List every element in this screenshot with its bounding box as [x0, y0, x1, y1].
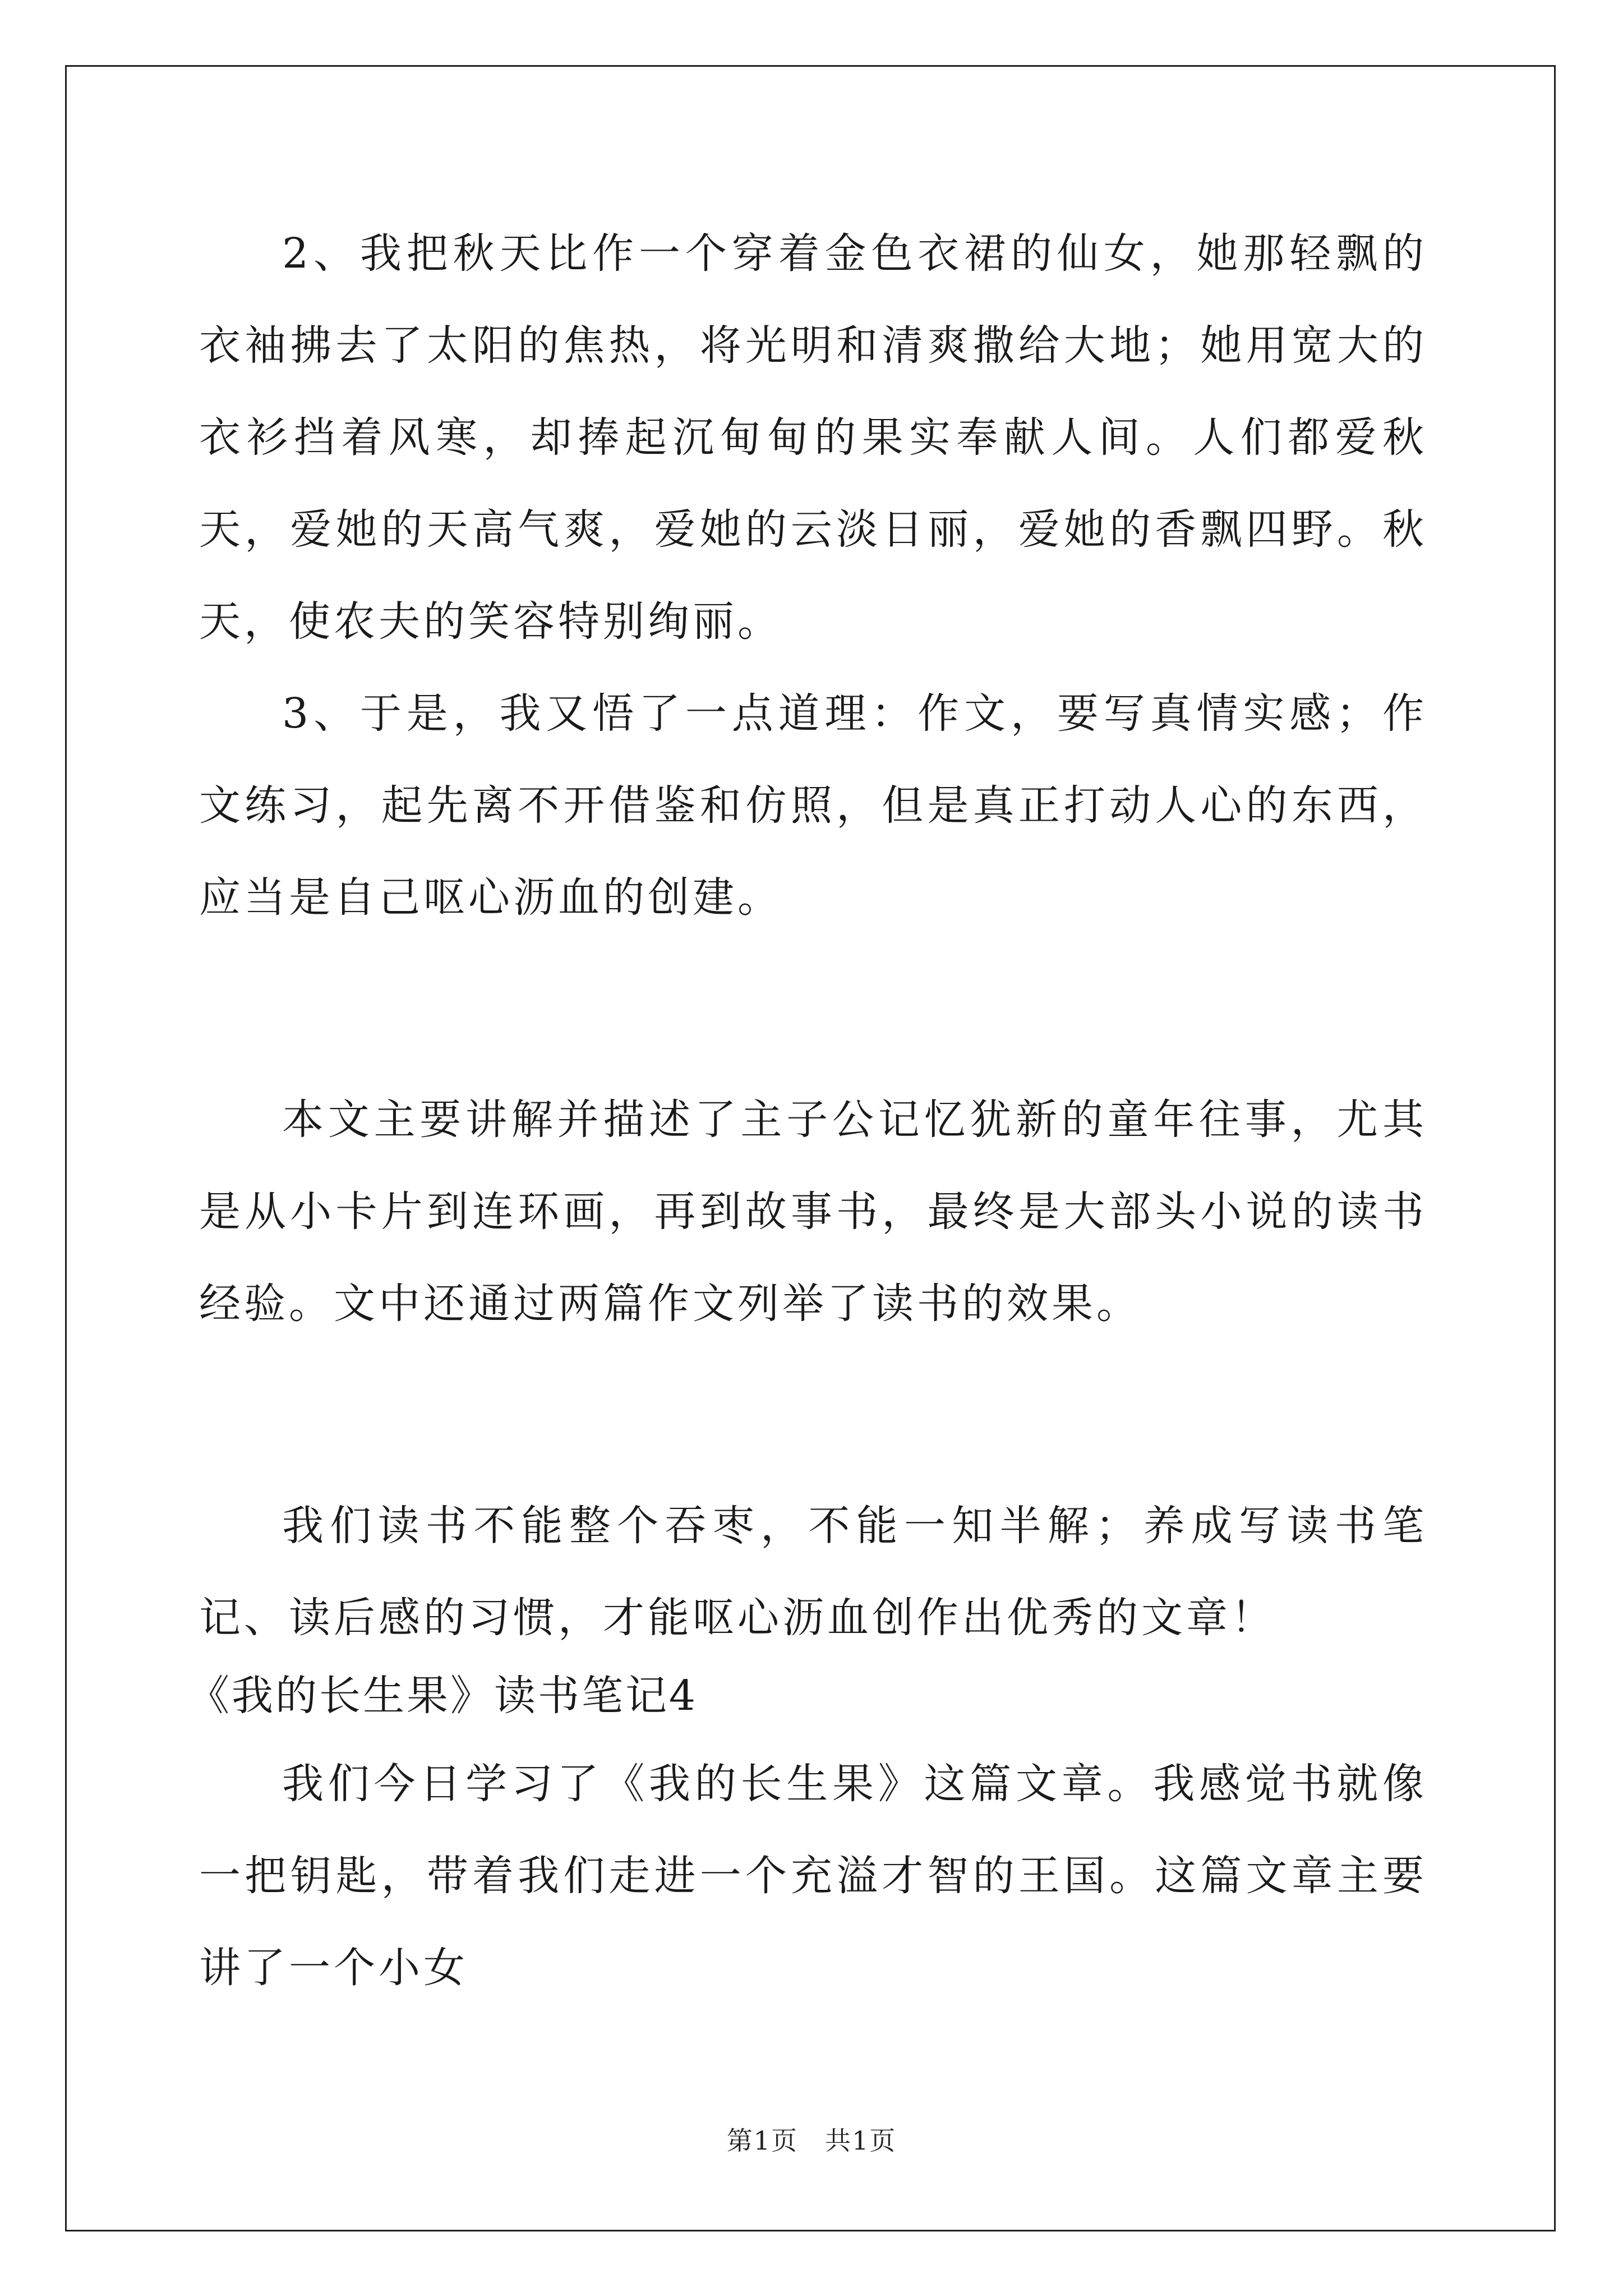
- paragraph-writing-lesson: 3、于是，我又悟了一点道理：作文，要写真情实感；作文练习，起先离不开借鉴和仿照，但是真正打动人心的东西，应当是自己呕心沥血的创建。: [199, 689, 1427, 922]
- document-body: [188, 208, 1427, 2014]
- paragraph-reading-advice: 我们读书不能整个吞枣，不能一知半解；养成写读书笔记、读后感的习惯，才能呕心沥血创作出优秀的文章！: [199, 1502, 1427, 1642]
- section-heading: 《我的长生果》读书笔记4: [188, 1672, 698, 1720]
- page-number-footer: 第1页 共1页: [726, 2125, 897, 2156]
- paragraph-book-intro: 我们今日学习了《我的长生果》这篇文章。我感觉书就像一把钥匙，带着我们走进一个充溢才智的王国。这篇文章主要讲了一个小女: [199, 1760, 1427, 1992]
- paragraph-autumn-metaphor: 2、我把秋天比作一个穿着金色衣裙的仙女，她那轻飘的衣袖拂去了太阳的焦热，将光明和清爽撒给大地；她用宽大的衣衫挡着风寒，却捧起沉甸甸的果实奉献人间。人们都爱秋天，爱她的天高气爽，爱她的云淡日丽，爱她的香飘四野。秋天，使农夫的笑容特别绚丽。: [199, 229, 1427, 646]
- paragraph-summary: 本文主要讲解并描述了主子公记忆犹新的童年往事，尤其是从小卡片到连环画，再到故事书，最终是大部头小说的读书经验。文中还通过两篇作文列举了读书的效果。: [199, 1096, 1427, 1328]
